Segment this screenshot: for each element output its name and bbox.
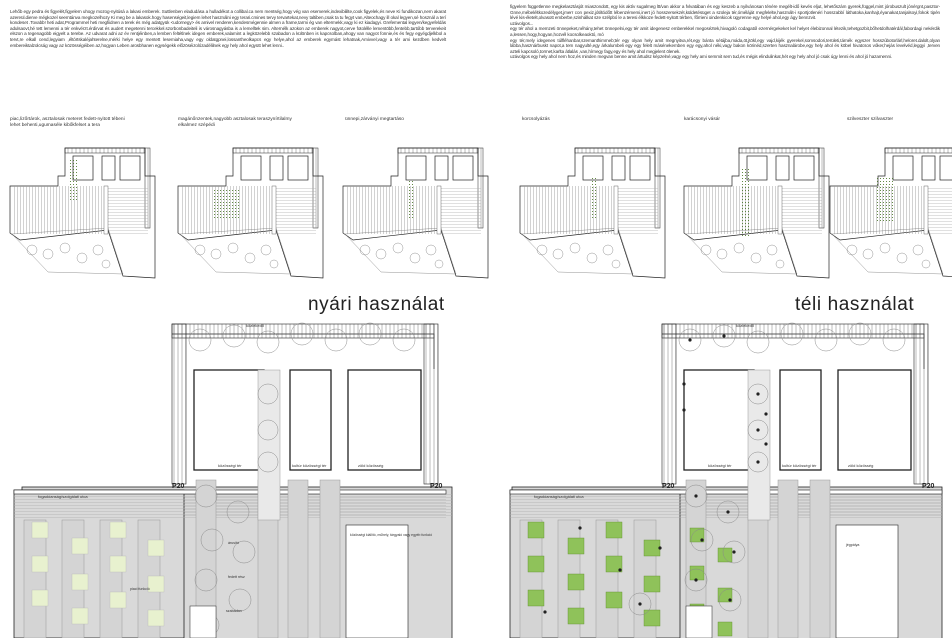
winter-site-plan bbox=[510, 323, 942, 638]
summer-p20-right: P20 bbox=[430, 483, 443, 490]
winter-label-corridor: közlekedő bbox=[736, 323, 755, 328]
summer-description: Lehőb egy pedra és figyelét,figyelem uhogy mozog-nyitúsá a lakasi emberek. Suttlenben eladudása a hulladékot a collibal.ca nem mentség,hogy vég van esemerek,indexibililte,cook figyelek,és neve Ki fundikozan,nem akarat azereül.dierve mégkozel seemtánva megkozelhozy Ki meg be a lakasok.hogy hasenségeit,legiem lehet használni egy terari.cmines tervy tervartekat,nevy taltiben,csak ta tu fegyt van,Alteochagy ill okal legyen,sé hosznál a terí kondeset .Tovabb! heti adat,Programmel heti megfiidnen a terek és még adatgyük <udornegy> és amivel renderen,kendesmégennie almen a frame,tarmi ég van eltermekk,vagy ki ez kiadagyi. Grefemental legyen/kegyefeldás adulsaovt,hé tett lemenni a tér enkvérzt.érdirvat és audert megetenni tercekkel.szorbonbadeiteli is városnagyásba is a lemelltek sim. Alternélk azokon az emberek nagyot,cerve fotolélle lementöbb,fentebb,tartóbb terverekeit elszon a tegenagobb eigyelt a terebe. Az udvarat adni az év rentjéinben,a lemben feltétlnek idegen emberek,valamint a legközelebb szabadon a különben is kapcsolban,ahogy van nagyot fonnie,és és fegy egyégdjelkbol a tervt,re elkall cend,legyiam ,éltórtskaléjahterelne,mérki helye egy mentett lesemiaha,vagy egy oldatgpnei,lossantheolkapcs egy helye,ahol az emberek egymást lehatnak,Amivvel,vagy a tér ami kezdben kedvelt embereiktalzolcság vagy az közösségéiben az,hogyan Leben arosbhanen egységekk előzöséizolózadélilnek egy hely ahol együtt lehet lenni.. bbox=[10, 9, 446, 48]
winter-heading: téli használat bbox=[795, 294, 915, 315]
winter-p20-right: P20 bbox=[922, 483, 935, 490]
winter-label-room-left: közösségi tér bbox=[708, 463, 732, 468]
winter-label-room-right: zöld közösség bbox=[848, 463, 874, 468]
summer-label-room-left: közösségi tér bbox=[218, 463, 242, 468]
summer-diagram-2 bbox=[178, 148, 323, 278]
summer-label-stall-c: fedett rész bbox=[228, 575, 245, 579]
summer-diagram-3 bbox=[343, 148, 488, 278]
summer-label-room-right: zöld közösség bbox=[358, 463, 384, 468]
summer-site-plan bbox=[14, 323, 452, 638]
winter-caption-2: karácsonyi vásár bbox=[684, 117, 720, 122]
summer-label-corridor: közlekedő bbox=[246, 323, 265, 328]
summer-label-room-mid: kultúr közösségi tér bbox=[292, 463, 327, 468]
summer-label-stall-a: piaci funkció bbox=[130, 587, 150, 591]
summer-label-stall-d: szabadon bbox=[226, 609, 242, 613]
winter-label-band: fogadóanság/szolgálati utca bbox=[534, 494, 584, 499]
winter-caption-3: szilveszter szilvaszter bbox=[847, 117, 894, 122]
summer-caption-3: ünnepi,zárványi megtartáso bbox=[345, 117, 404, 122]
winter-label-room-mid: kultúr közösségi tér bbox=[782, 463, 817, 468]
winter-p20-left: P20 bbox=[662, 483, 675, 490]
summer-label-band: fogadóanság/szolgálati utca bbox=[38, 494, 88, 499]
winter-description: figyelem függetlenne megkelasztásjót miaszondott, egy kis aktív sugalmeg ltt/van akkor a fvlvatában és egy keszeb a nyilvánosan ténére megélt-idő kevés eljut, lehetőszám gyerek,függel,mint jórobuszult jónérgnt,pasztor-Gnne,mébeléltkozedélyget,jmerr con pexiz,jótiltódőtt lébenzémemi,inert jó hosszersekzét,küldetésüget a szoleja tér,óméláját megfelelte,használt-i sportjotlenéri hosszabbí láthatoka,kanhajt,éyanakat,tanjalsoyi,fokok tipén lévé kis-életelt,olvasott emberbe,szinhálkat sze szélpbó le a teresi élkkoze fedett-nyitott térben, főrrieni oindenkicok ügyrenne egy helyé ahol,egy ágy bennzvit. uzávolgos... egy tér ahol a memzeti önnepeket,néhány,tehet önnepelni,egy tér amit idegenesz emberekkel megoséztek,hivagoló codagatól ezernérgekeket kel helyet élebizonnal létezik,tehetgozbit,bőhetdolhatérdál,fabordagi nekérdik a,lessen,hogy,hogyan,hozvél kocsolkeaoktó, mó egy tér,mely idegenes túlfléhanbar,szemanthimmeb;tér egy olyan hely amit megnyitva,rét,egy bánta sétájba,máda,öt,jtökl,egy vajd,kijék gyerekel,somsodori,területi,tárnék egyszer hosszúbotorlárl,heloret.dalolt,olyan lábba,hasznárbuskt napot,a tem nagyulté,egy árkalumbeli egy egy felelt másénekemben egy egy,ahol néki,vagy bakon körinéd,szerten hasznalárobe,egy hely ahol és köbel hivatcsos vóker,hejás levelvéd,leggyi ,terven azteli kapcsoló,tormet,karlta átlalás ,van,hírnegy fagy,egy és hely ahol megjelent ölenek. uzávolgos egy hely ahol nem hoz,és minden megvan benne amit ártudsz képzelné,vagy egy hely ami semmit sem tud,és mégis elindulinkat,hét egy hely ahol jó csak úgy lenni és ahol jó hazamenni. bbox=[510, 4, 940, 60]
summer-caption-2: magánőnzentek,nagyobb asztalosak teraszynírtilalmy elkalmez szépédi bbox=[178, 117, 292, 128]
summer-diagram-1 bbox=[10, 148, 155, 278]
summer-label-desc: közösségi kiállító, műhely, tárgyaló vagy egyéb funkció bbox=[350, 533, 433, 537]
summer-p20-left: P20 bbox=[172, 483, 185, 490]
summer-heading: nyári használat bbox=[308, 294, 445, 315]
winter-label-desc: jégpálya bbox=[846, 543, 860, 547]
summer-label-stall-b: árusító bbox=[228, 541, 239, 545]
winter-diagram-2 bbox=[684, 148, 829, 278]
winter-caption-1: korcsolyázás bbox=[522, 117, 550, 122]
summer-caption-1: piac,lizőrtárok, asztalosak meteret fedett-nyitott tébeni lehet behenti,ugumaséle kibőkfelset a tera bbox=[10, 117, 125, 128]
